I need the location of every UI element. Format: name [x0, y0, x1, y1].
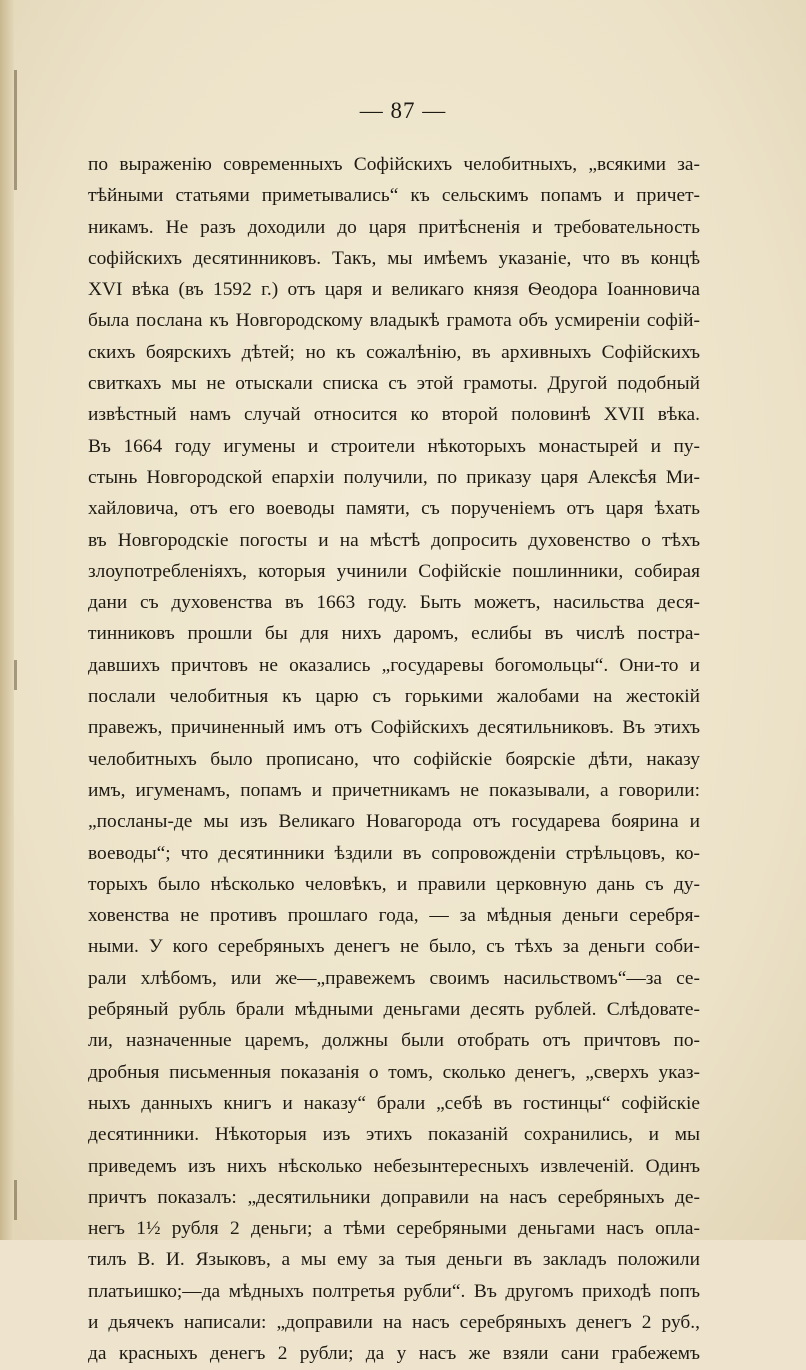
text-line: послали челобитныя къ царю съ горькими жалобами на жестокій — [88, 686, 700, 708]
text-line: воеводы“; что десятинники ѣздили въ сопровожденіи стрѣльцовъ, ко- — [88, 842, 700, 864]
text-line: ховенства не противъ прошлаго года, — за мѣдныя деньги серебря- — [88, 905, 700, 927]
body-text — [88, 149, 700, 1370]
text-line: негъ 1½ рубля 2 деньги; а тѣми серебряными деньгами насъ опла- — [88, 1218, 700, 1240]
text-line: дробныя письменныя показанія о томъ, сколько денегъ, „сверхъ указ- — [88, 1061, 700, 1083]
text-line: никамъ. Не разъ доходили до царя притѣсненія и требовательность — [88, 216, 700, 238]
text-line: причтъ показалъ: „десятильники доправили на насъ серебряныхъ де- — [88, 1186, 700, 1208]
page-number: — 87 — — [359, 98, 447, 123]
text-line: ли, назначенные царемъ, должны были отобрать отъ причтовъ по- — [88, 1030, 700, 1052]
binding-mark — [14, 660, 17, 690]
text-line: злоупотребленіяхъ, которыя учинили Софійскіе пошлинники, собирая — [88, 560, 700, 582]
text-line: въ Новгородскіе погосты и на мѣстѣ допросить духовенство о тѣхъ — [88, 529, 700, 551]
text-line: ными. У кого серебряныхъ денегъ не было, съ тѣхъ за деньги соби- — [88, 936, 700, 958]
text-line: XVI вѣка (въ 1592 г.) отъ царя и великаго князя Ѳеодора Іоанновича — [88, 279, 700, 301]
binding-mark — [14, 70, 17, 190]
text-line: десятинники. Нѣкоторыя изъ этихъ показаній сохранились, и мы — [88, 1124, 700, 1146]
text-line: стынь Новгородской епархіи получили, по приказу царя Алексѣя Ми- — [88, 466, 700, 488]
text-line: и дьячекъ написали: „доправили на насъ серебряныхъ денегъ 2 руб., — [88, 1311, 700, 1333]
text-line: ребряный рубль брали мѣдными деньгами десять рублей. Слѣдовате- — [88, 999, 700, 1021]
text-line: имъ, игуменамъ, попамъ и причетникамъ не показывали, а говорили: — [88, 779, 700, 801]
text-line: софійскихъ десятинниковъ. Такъ, мы имѣемъ указаніе, что въ концѣ — [88, 247, 700, 269]
text-line: да красныхъ денегъ 2 рубли; да у насъ же взяли сани грабежемъ — [88, 1343, 700, 1365]
text-line: платьишко;—да мѣдныхъ полтретья рубли“. Въ другомъ приходѣ попъ — [88, 1280, 700, 1302]
text-line: тилъ В. И. Языковъ, а мы ему за тыя деньги въ закладъ положили — [88, 1249, 700, 1271]
text-line: была послана къ Новгородскому владыкѣ грамота объ усмиреніи софій- — [88, 310, 700, 332]
text-line: извѣстный намъ случай относится ко второй половинѣ XVII вѣка. — [88, 404, 700, 426]
text-line: дани съ духовенства въ 1663 году. Быть можетъ, насильства деся- — [88, 592, 700, 614]
text-line: правежъ, причиненный имъ отъ Софійскихъ десятильниковъ. Въ этихъ — [88, 717, 700, 739]
text-line: скихъ боярскихъ дѣтей; но къ сожалѣнію, въ архивныхъ Софійскихъ — [88, 341, 700, 363]
text-line: челобитныхъ было прописано, что софійскіе боярскіе дѣти, наказу — [88, 748, 700, 770]
text-line: по выраженію современныхъ Софійскихъ челобитныхъ, „всякими за- — [88, 154, 700, 175]
page-spine-shadow — [0, 0, 14, 1240]
text-line: давшихъ причтовъ не оказались „государевы богомольцы“. Они-то и — [88, 654, 700, 676]
text-line: приведемъ изъ нихъ нѣсколько небезынтересныхъ извлеченій. Одинъ — [88, 1155, 700, 1177]
binding-mark — [14, 1180, 17, 1220]
text-line: тинниковъ прошли бы для нихъ даромъ, еслибы въ числѣ постра- — [88, 623, 700, 645]
text-line: свиткахъ мы не отыскали списка съ этой грамоты. Другой подобный — [88, 373, 700, 395]
text-line: ныхъ данныхъ книгъ и наказу“ брали „себѣ въ гостинцы“ софійскіе — [88, 1092, 700, 1114]
text-line: „посланы-де мы изъ Великаго Новагорода отъ государева боярина и — [88, 811, 700, 833]
text-line: хайловича, отъ его воеводы памяти, съ порученіемъ отъ царя ѣхать — [88, 498, 700, 520]
text-line: торыхъ было нѣсколько человѣкъ, и правили церковную дань съ ду- — [88, 873, 700, 895]
text-line: Въ 1664 году игумены и строители нѣкоторыхъ монастырей и пу- — [88, 435, 700, 457]
text-line: рали хлѣбомъ, или же—„правежемъ своимъ насильствомъ“—за се- — [88, 967, 700, 989]
text-line: тѣйными статьями приметывались“ къ сельскимъ попамъ и причет- — [88, 185, 700, 207]
